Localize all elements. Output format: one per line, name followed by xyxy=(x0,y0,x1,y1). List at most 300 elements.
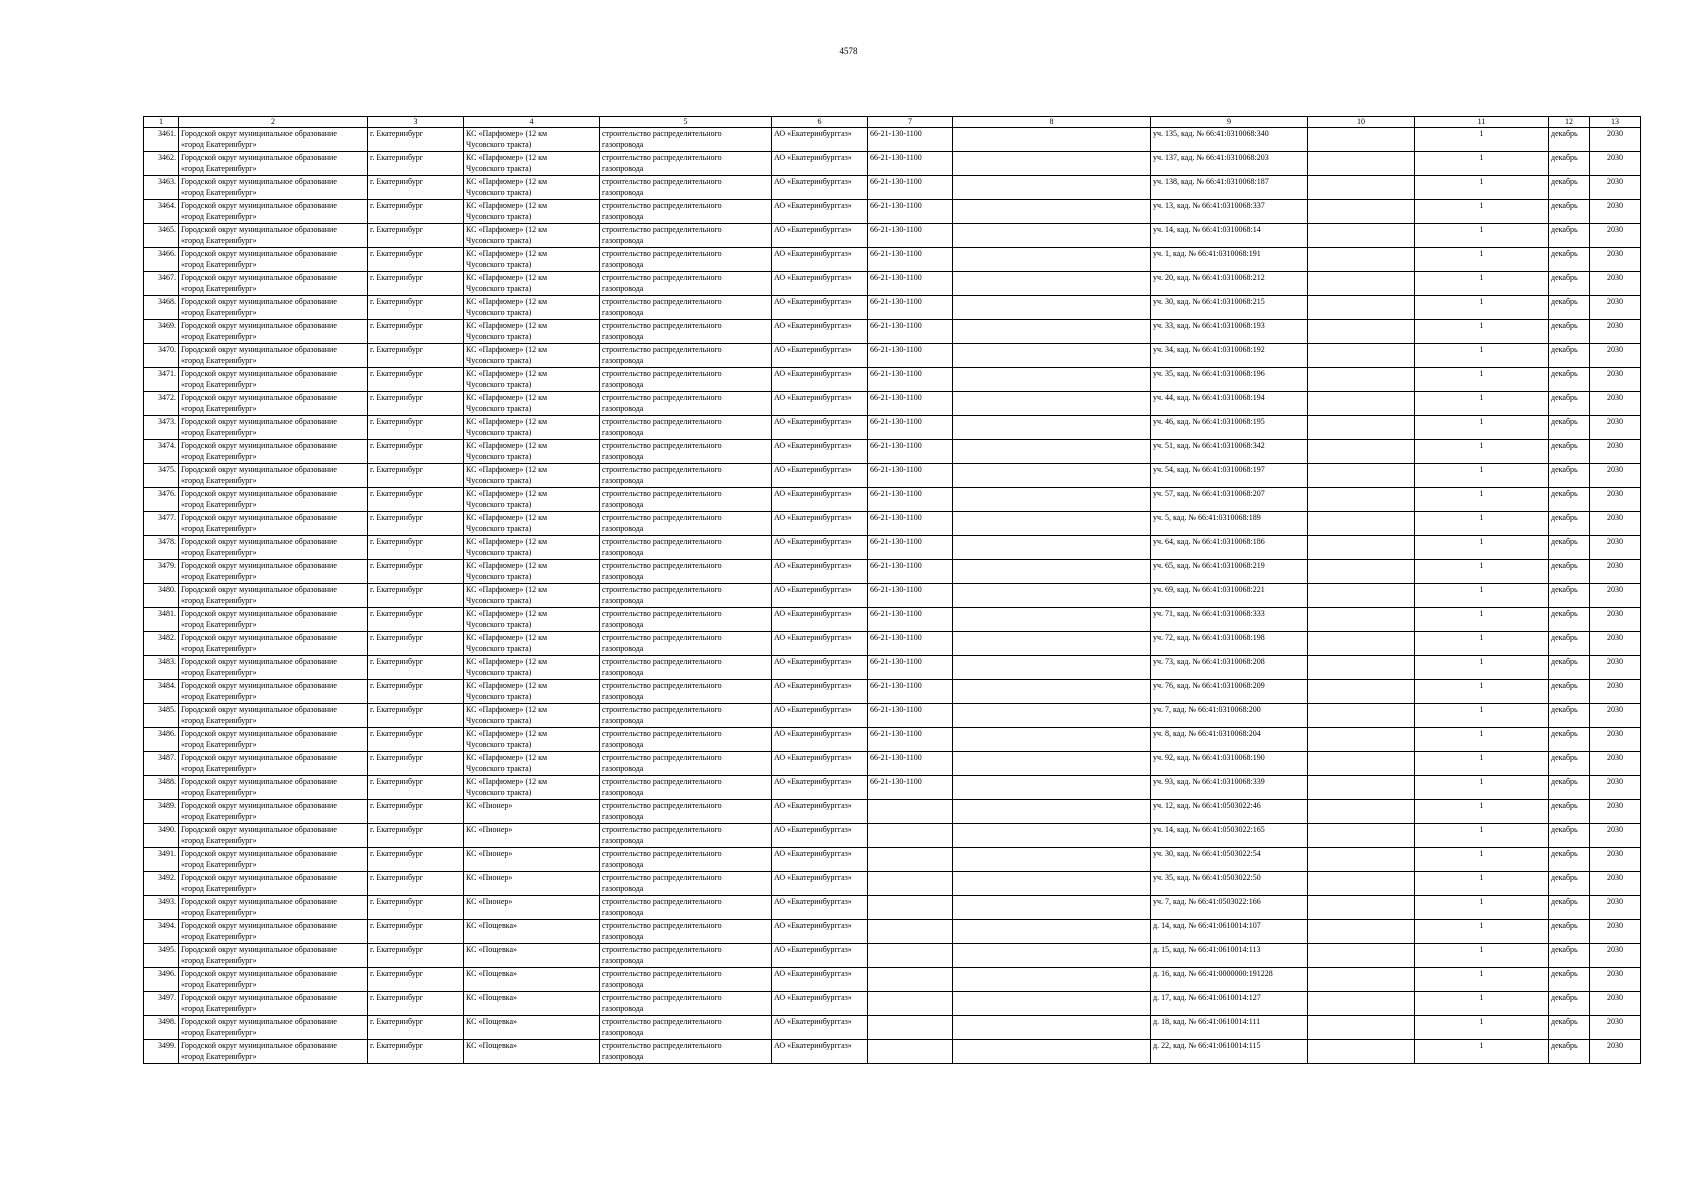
year-cell xyxy=(1590,272,1641,296)
organization-cell-text: АО «Екатеринбурггаз» xyxy=(774,513,852,522)
month-cell-text: декабрь xyxy=(1551,609,1578,618)
gas-station-cell-text: КС «Парфюмер» (12 км xyxy=(466,321,548,330)
organization-cell-text: АО «Екатеринбурггаз» xyxy=(774,777,852,786)
empty-cell-10 xyxy=(1308,704,1415,728)
gas-station-cell-text: Чусовского тракта) xyxy=(466,716,532,725)
plot-cell xyxy=(1151,464,1308,488)
work-type-cell-text: строительство распределительного xyxy=(602,393,722,402)
municipality-cell-text: «город Екатеринбург» xyxy=(181,644,257,653)
month-cell-text: декабрь xyxy=(1551,777,1578,786)
month-cell-text: декабрь xyxy=(1551,513,1578,522)
work-type-cell-text: газопровода xyxy=(602,284,644,293)
empty-cell-8 xyxy=(953,440,1151,464)
organization-cell-text: АО «Екатеринбурггаз» xyxy=(774,273,852,282)
quantity-cell xyxy=(1415,944,1549,968)
row-number-cell-text: 3477. xyxy=(158,513,176,522)
organization-cell-text: АО «Екатеринбурггаз» xyxy=(774,705,852,714)
year-cell xyxy=(1590,608,1641,632)
city-cell-text: г. Екатеринбург xyxy=(370,849,424,858)
code-cell xyxy=(868,728,953,752)
work-type-cell xyxy=(600,464,772,488)
code-cell-text: 66-21-130-1100 xyxy=(870,201,922,210)
municipality-cell-text: «город Екатеринбург» xyxy=(181,860,257,869)
gas-station-cell xyxy=(464,824,600,848)
municipality-cell-text: Городской округ муниципальное образование xyxy=(181,585,337,594)
plot-cell xyxy=(1151,440,1308,464)
work-type-cell-text: газопровода xyxy=(602,404,644,413)
organization-cell-text: АО «Екатеринбурггаз» xyxy=(774,1017,852,1026)
row-number-cell xyxy=(144,920,179,944)
table-row xyxy=(144,608,1641,632)
work-type-cell-text: газопровода xyxy=(602,812,644,821)
code-cell-text: 66-21-130-1100 xyxy=(870,561,922,570)
quantity-cell xyxy=(1415,344,1549,368)
gas-station-cell-text: КС «Парфюмер» (12 км xyxy=(466,273,548,282)
column-header: 10 xyxy=(1308,117,1415,128)
code-cell-text: 66-21-130-1100 xyxy=(870,465,922,474)
month-cell-text: декабрь xyxy=(1551,153,1578,162)
organization-cell-text: АО «Екатеринбурггаз» xyxy=(774,153,852,162)
municipality-cell xyxy=(179,224,368,248)
organization-cell xyxy=(772,464,868,488)
code-cell-text: 66-21-130-1100 xyxy=(870,777,922,786)
organization-cell-text: АО «Екатеринбурггаз» xyxy=(774,825,852,834)
quantity-cell-text: 1 xyxy=(1479,513,1484,522)
city-cell-text: г. Екатеринбург xyxy=(370,417,424,426)
municipality-cell-text: «город Екатеринбург» xyxy=(181,1004,257,1013)
month-cell xyxy=(1549,392,1590,416)
gas-station-cell-text: Чусовского тракта) xyxy=(466,740,532,749)
month-cell-text: декабрь xyxy=(1551,321,1578,330)
empty-cell-10 xyxy=(1308,944,1415,968)
plot-cell xyxy=(1151,872,1308,896)
work-type-cell-text: строительство распределительного xyxy=(602,153,722,162)
municipality-cell-text: Городской округ муниципальное образование xyxy=(181,825,337,834)
work-type-cell xyxy=(600,584,772,608)
work-type-cell xyxy=(600,968,772,992)
municipality-cell-text: Городской округ муниципальное образование xyxy=(181,225,337,234)
month-cell xyxy=(1549,656,1590,680)
code-cell xyxy=(868,488,953,512)
quantity-cell-text: 1 xyxy=(1479,921,1484,930)
empty-cell-10 xyxy=(1308,1016,1415,1040)
table-row xyxy=(144,248,1641,272)
city-cell xyxy=(368,560,464,584)
row-number-cell-text: 3484. xyxy=(158,681,176,690)
work-type-cell-text: газопровода xyxy=(602,956,644,965)
code-cell-text: 66-21-130-1100 xyxy=(870,225,922,234)
organization-cell-text: АО «Екатеринбурггаз» xyxy=(774,753,852,762)
row-number-cell-text: 3472. xyxy=(158,393,176,402)
work-type-cell-text: газопровода xyxy=(602,668,644,677)
code-cell-text: 66-21-130-1100 xyxy=(870,657,922,666)
municipality-cell xyxy=(179,800,368,824)
gas-station-cell xyxy=(464,512,600,536)
row-number-cell xyxy=(144,872,179,896)
column-header: 6 xyxy=(772,117,868,128)
quantity-cell-text: 1 xyxy=(1479,897,1484,906)
city-cell xyxy=(368,776,464,800)
organization-cell xyxy=(772,824,868,848)
city-cell-text: г. Екатеринбург xyxy=(370,489,424,498)
empty-cell-8 xyxy=(953,800,1151,824)
work-type-cell xyxy=(600,440,772,464)
city-cell-text: г. Екатеринбург xyxy=(370,897,424,906)
year-cell-text: 2030 xyxy=(1607,681,1623,690)
year-cell-text: 2030 xyxy=(1607,801,1623,810)
municipality-cell-text: Городской округ муниципальное образование xyxy=(181,921,337,930)
city-cell-text: г. Екатеринбург xyxy=(370,177,424,186)
plot-cell-text: уч. 92, кад. № 66:41:0310068:190 xyxy=(1153,753,1265,762)
plot-cell xyxy=(1151,848,1308,872)
row-number-cell xyxy=(144,368,179,392)
year-cell xyxy=(1590,176,1641,200)
gas-station-cell xyxy=(464,560,600,584)
year-cell-text: 2030 xyxy=(1607,585,1623,594)
code-cell-text: 66-21-130-1100 xyxy=(870,393,922,402)
plot-cell-text: уч. 138, кад. № 66:41:0310068:187 xyxy=(1153,177,1269,186)
year-cell-text: 2030 xyxy=(1607,633,1623,642)
month-cell-text: декабрь xyxy=(1551,561,1578,570)
month-cell-text: декабрь xyxy=(1551,945,1578,954)
row-number-cell xyxy=(144,752,179,776)
year-cell-text: 2030 xyxy=(1607,441,1623,450)
work-type-cell-text: строительство распределительного xyxy=(602,321,722,330)
empty-cell-8 xyxy=(953,320,1151,344)
row-number-cell-text: 3487. xyxy=(158,753,176,762)
empty-cell-8 xyxy=(953,128,1151,152)
municipality-cell-text: Городской округ муниципальное образование xyxy=(181,321,337,330)
municipality-cell-text: Городской округ муниципальное образование xyxy=(181,705,337,714)
work-type-cell xyxy=(600,320,772,344)
empty-cell-8 xyxy=(953,608,1151,632)
row-number-cell xyxy=(144,1016,179,1040)
gas-station-cell-text: Чусовского тракта) xyxy=(466,452,532,461)
city-cell-text: г. Екатеринбург xyxy=(370,393,424,402)
municipality-cell-text: Городской округ муниципальное образование xyxy=(181,1017,337,1026)
organization-cell-text: АО «Екатеринбурггаз» xyxy=(774,969,852,978)
organization-cell-text: АО «Екатеринбурггаз» xyxy=(774,489,852,498)
quantity-cell-text: 1 xyxy=(1479,993,1484,1002)
gas-station-cell-text: Чусовского тракта) xyxy=(466,332,532,341)
city-cell-text: г. Екатеринбург xyxy=(370,297,424,306)
plot-cell xyxy=(1151,536,1308,560)
gas-station-cell xyxy=(464,800,600,824)
gas-station-cell-text: КС «Парфюмер» (12 км xyxy=(466,777,548,786)
municipality-cell xyxy=(179,152,368,176)
plot-cell-text: д. 17, кад. № 66:41:0610014:127 xyxy=(1153,993,1261,1002)
table-row xyxy=(144,1016,1641,1040)
municipality-cell xyxy=(179,416,368,440)
code-cell xyxy=(868,1040,953,1064)
quantity-cell-text: 1 xyxy=(1479,393,1484,402)
table-row xyxy=(144,272,1641,296)
code-cell xyxy=(868,872,953,896)
municipality-cell-text: «город Екатеринбург» xyxy=(181,596,257,605)
organization-cell xyxy=(772,248,868,272)
table-row xyxy=(144,992,1641,1016)
month-cell-text: декабрь xyxy=(1551,993,1578,1002)
month-cell-text: декабрь xyxy=(1551,537,1578,546)
month-cell-text: декабрь xyxy=(1551,921,1578,930)
municipality-cell xyxy=(179,728,368,752)
code-cell xyxy=(868,176,953,200)
code-cell xyxy=(868,416,953,440)
quantity-cell-text: 1 xyxy=(1479,873,1484,882)
empty-cell-8 xyxy=(953,896,1151,920)
empty-cell-8 xyxy=(953,176,1151,200)
year-cell xyxy=(1590,800,1641,824)
plot-cell-text: уч. 7, кад. № 66:41:0503022:166 xyxy=(1153,897,1261,906)
work-type-cell-text: газопровода xyxy=(602,500,644,509)
year-cell xyxy=(1590,656,1641,680)
row-number-cell-text: 3499. xyxy=(158,1041,176,1050)
month-cell-text: декабрь xyxy=(1551,249,1578,258)
city-cell xyxy=(368,584,464,608)
row-number-cell xyxy=(144,800,179,824)
plot-cell-text: уч. 93, кад. № 66:41:0310068:339 xyxy=(1153,777,1265,786)
organization-cell-text: АО «Екатеринбурггаз» xyxy=(774,441,852,450)
municipality-cell-text: «город Екатеринбург» xyxy=(181,620,257,629)
municipality-cell xyxy=(179,848,368,872)
organization-cell xyxy=(772,944,868,968)
year-cell xyxy=(1590,296,1641,320)
organization-cell-text: АО «Екатеринбурггаз» xyxy=(774,465,852,474)
city-cell-text: г. Екатеринбург xyxy=(370,825,424,834)
gas-station-cell-text: КС «Парфюмер» (12 км xyxy=(466,393,548,402)
plot-cell xyxy=(1151,488,1308,512)
month-cell-text: декабрь xyxy=(1551,345,1578,354)
row-number-cell xyxy=(144,776,179,800)
gas-station-cell xyxy=(464,1040,600,1064)
row-number-cell-text: 3462. xyxy=(158,153,176,162)
municipality-cell xyxy=(179,440,368,464)
quantity-cell-text: 1 xyxy=(1479,705,1484,714)
year-cell-text: 2030 xyxy=(1607,777,1623,786)
organization-cell-text: АО «Екатеринбурггаз» xyxy=(774,249,852,258)
row-number-cell-text: 3473. xyxy=(158,417,176,426)
city-cell-text: г. Екатеринбург xyxy=(370,273,424,282)
plot-cell-text: уч. 7, кад. № 66:41:0310068:200 xyxy=(1153,705,1261,714)
year-cell xyxy=(1590,368,1641,392)
work-type-cell-text: газопровода xyxy=(602,524,644,533)
municipality-cell-text: «город Екатеринбург» xyxy=(181,260,257,269)
organization-cell xyxy=(772,224,868,248)
organization-cell xyxy=(772,608,868,632)
row-number-cell xyxy=(144,704,179,728)
table-row xyxy=(144,392,1641,416)
city-cell xyxy=(368,272,464,296)
organization-cell xyxy=(772,1040,868,1064)
code-cell-text: 66-21-130-1100 xyxy=(870,681,922,690)
row-number-cell xyxy=(144,560,179,584)
work-type-cell-text: газопровода xyxy=(602,452,644,461)
gas-station-cell xyxy=(464,368,600,392)
month-cell xyxy=(1549,224,1590,248)
year-cell xyxy=(1590,872,1641,896)
quantity-cell xyxy=(1415,272,1549,296)
year-cell xyxy=(1590,200,1641,224)
month-cell xyxy=(1549,800,1590,824)
organization-cell xyxy=(772,128,868,152)
year-cell xyxy=(1590,344,1641,368)
row-number-cell xyxy=(144,296,179,320)
month-cell-text: декабрь xyxy=(1551,225,1578,234)
municipality-cell-text: «город Екатеринбург» xyxy=(181,740,257,749)
city-cell-text: г. Екатеринбург xyxy=(370,345,424,354)
work-type-cell-text: строительство распределительного xyxy=(602,585,722,594)
gas-station-cell-text: Чусовского тракта) xyxy=(466,668,532,677)
gas-station-cell-text: КС «Парфюмер» (12 км xyxy=(466,345,548,354)
plot-cell-text: уч. 73, кад. № 66:41:0310068:208 xyxy=(1153,657,1265,666)
municipality-cell-text: Городской округ муниципальное образование xyxy=(181,441,337,450)
work-type-cell-text: строительство распределительного xyxy=(602,897,722,906)
quantity-cell xyxy=(1415,392,1549,416)
quantity-cell xyxy=(1415,152,1549,176)
month-cell xyxy=(1549,440,1590,464)
year-cell-text: 2030 xyxy=(1607,465,1623,474)
municipality-cell-text: «город Екатеринбург» xyxy=(181,1052,257,1061)
municipality-cell-text: «город Екатеринбург» xyxy=(181,380,257,389)
city-cell-text: г. Екатеринбург xyxy=(370,873,424,882)
year-cell-text: 2030 xyxy=(1607,657,1623,666)
empty-cell-10 xyxy=(1308,920,1415,944)
municipality-cell xyxy=(179,656,368,680)
gas-station-cell-text: КС «Пионер» xyxy=(466,873,513,882)
municipality-cell-text: «город Екатеринбург» xyxy=(181,500,257,509)
quantity-cell-text: 1 xyxy=(1479,153,1484,162)
work-type-cell-text: газопровода xyxy=(602,836,644,845)
row-number-cell-text: 3495. xyxy=(158,945,176,954)
work-type-cell-text: газопровода xyxy=(602,1052,644,1061)
municipality-cell-text: «город Екатеринбург» xyxy=(181,668,257,677)
month-cell-text: декабрь xyxy=(1551,873,1578,882)
row-number-cell-text: 3471. xyxy=(158,369,176,378)
work-type-cell xyxy=(600,944,772,968)
month-cell xyxy=(1549,728,1590,752)
quantity-cell-text: 1 xyxy=(1479,417,1484,426)
organization-cell xyxy=(772,152,868,176)
empty-cell-10 xyxy=(1308,296,1415,320)
empty-cell-10 xyxy=(1308,560,1415,584)
year-cell xyxy=(1590,464,1641,488)
city-cell xyxy=(368,968,464,992)
organization-cell xyxy=(772,368,868,392)
plot-cell xyxy=(1151,392,1308,416)
plot-cell-text: уч. 35, кад. № 66:41:0310068:196 xyxy=(1153,369,1265,378)
table-row xyxy=(144,896,1641,920)
municipality-cell-text: «город Екатеринбург» xyxy=(181,908,257,917)
work-type-cell-text: газопровода xyxy=(602,932,644,941)
gas-station-cell xyxy=(464,944,600,968)
quantity-cell xyxy=(1415,1040,1549,1064)
table-row xyxy=(144,704,1641,728)
empty-cell-8 xyxy=(953,560,1151,584)
municipality-cell-text: «город Екатеринбург» xyxy=(181,788,257,797)
empty-cell-10 xyxy=(1308,440,1415,464)
row-number-cell xyxy=(144,1040,179,1064)
plot-cell xyxy=(1151,176,1308,200)
empty-cell-8 xyxy=(953,728,1151,752)
row-number-cell-text: 3498. xyxy=(158,1017,176,1026)
gas-station-cell-text: КС «Парфюмер» (12 км xyxy=(466,609,548,618)
gas-station-cell xyxy=(464,992,600,1016)
plot-cell xyxy=(1151,512,1308,536)
row-number-cell xyxy=(144,608,179,632)
quantity-cell-text: 1 xyxy=(1479,1017,1484,1026)
organization-cell-text: АО «Екатеринбурггаз» xyxy=(774,801,852,810)
row-number-cell xyxy=(144,536,179,560)
organization-cell xyxy=(772,440,868,464)
gas-station-cell-text: Чусовского тракта) xyxy=(466,164,532,173)
plot-cell xyxy=(1151,296,1308,320)
empty-cell-10 xyxy=(1308,176,1415,200)
code-cell-text: 66-21-130-1100 xyxy=(870,417,922,426)
organization-cell xyxy=(772,176,868,200)
table-row xyxy=(144,944,1641,968)
work-type-cell xyxy=(600,392,772,416)
work-type-cell-text: газопровода xyxy=(602,476,644,485)
year-cell xyxy=(1590,440,1641,464)
municipality-cell xyxy=(179,896,368,920)
city-cell-text: г. Екатеринбург xyxy=(370,465,424,474)
city-cell xyxy=(368,728,464,752)
empty-cell-10 xyxy=(1308,656,1415,680)
empty-cell-10 xyxy=(1308,752,1415,776)
empty-cell-10 xyxy=(1308,392,1415,416)
column-header: 1 xyxy=(144,117,179,128)
municipality-cell-text: Городской округ муниципальное образование xyxy=(181,657,337,666)
work-type-cell-text: строительство распределительного xyxy=(602,537,722,546)
organization-cell-text: АО «Екатеринбурггаз» xyxy=(774,993,852,1002)
work-type-cell xyxy=(600,176,772,200)
year-cell xyxy=(1590,392,1641,416)
row-number-cell xyxy=(144,248,179,272)
empty-cell-8 xyxy=(953,992,1151,1016)
organization-cell xyxy=(772,752,868,776)
row-number-cell xyxy=(144,272,179,296)
plot-cell xyxy=(1151,800,1308,824)
municipality-cell xyxy=(179,608,368,632)
organization-cell xyxy=(772,416,868,440)
empty-cell-8 xyxy=(953,224,1151,248)
code-cell xyxy=(868,512,953,536)
gas-station-cell-text: КС «Парфюмер» (12 км xyxy=(466,489,548,498)
organization-cell xyxy=(772,704,868,728)
year-cell xyxy=(1590,824,1641,848)
work-type-cell-text: строительство распределительного xyxy=(602,441,722,450)
city-cell xyxy=(368,872,464,896)
city-cell xyxy=(368,536,464,560)
quantity-cell xyxy=(1415,704,1549,728)
work-type-cell-text: строительство распределительного xyxy=(602,801,722,810)
empty-cell-8 xyxy=(953,848,1151,872)
row-number-cell xyxy=(144,848,179,872)
year-cell-text: 2030 xyxy=(1607,705,1623,714)
gas-station-cell-text: КС «Пионер» xyxy=(466,849,513,858)
organization-cell-text: АО «Екатеринбурггаз» xyxy=(774,201,852,210)
code-cell-text: 66-21-130-1100 xyxy=(870,729,922,738)
row-number-cell-text: 3488. xyxy=(158,777,176,786)
month-cell-text: декабрь xyxy=(1551,705,1578,714)
quantity-cell-text: 1 xyxy=(1479,729,1484,738)
month-cell-text: декабрь xyxy=(1551,753,1578,762)
municipality-cell-text: Городской округ муниципальное образование xyxy=(181,561,337,570)
row-number-cell-text: 3497. xyxy=(158,993,176,1002)
month-cell xyxy=(1549,704,1590,728)
empty-cell-8 xyxy=(953,200,1151,224)
plot-cell-text: уч. 1, кад. № 66:41:0310068:191 xyxy=(1153,249,1261,258)
